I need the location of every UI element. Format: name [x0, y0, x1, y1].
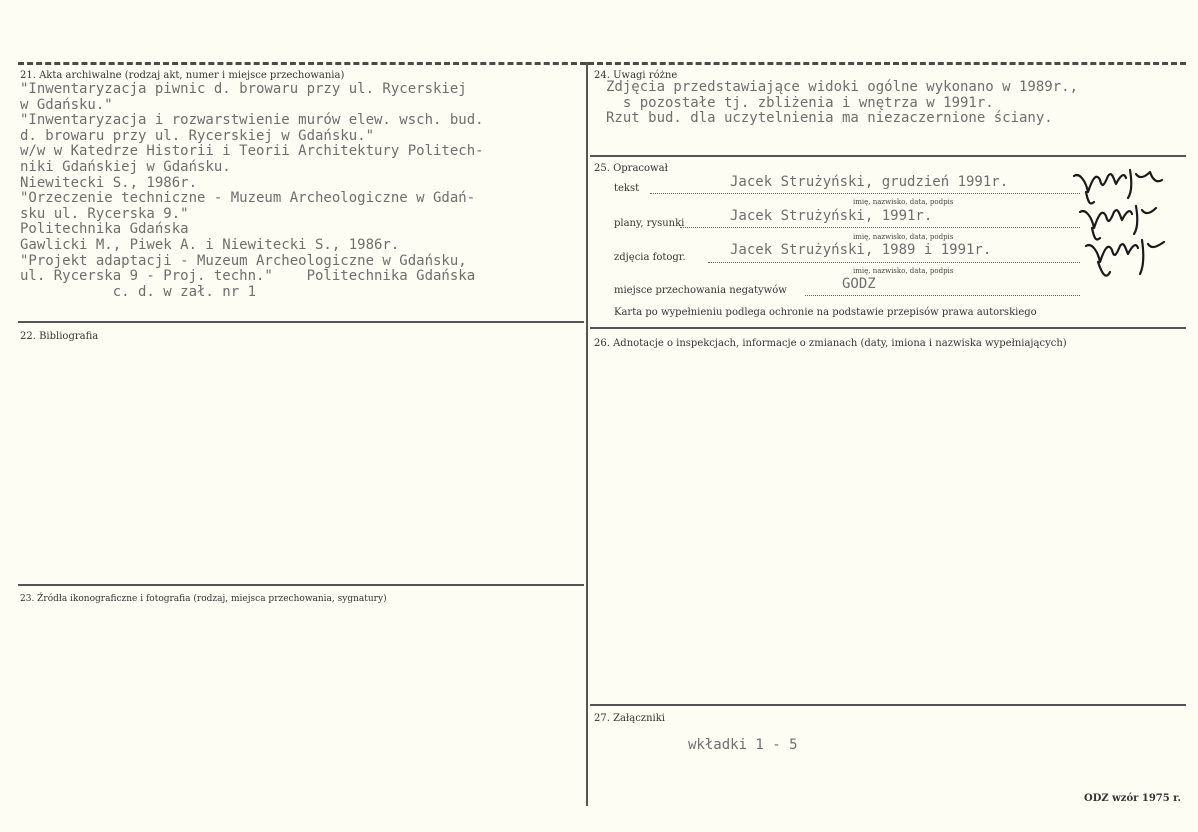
section-21-line: d. browaru przy ul. Rycerskiej w Gdańsku.": [20, 127, 375, 144]
top-rule-right: [588, 62, 1186, 65]
center-divider: [586, 62, 588, 806]
section-21-line: Niewitecki S., 1986r.: [20, 174, 198, 191]
section-21-line: "Inwentaryzacja i rozwarstwienie murów elew. wsch. bud.: [20, 112, 484, 129]
attachments-value: wkładki 1 - 5: [688, 737, 798, 753]
signature-drawing: [1066, 162, 1176, 292]
negatives-label: miejsce przechowania negatywów: [614, 285, 787, 296]
section-24-line: Zdjęcia przedstawiające widoki ogólne wykonano w 1989r.,: [606, 79, 1079, 95]
section-22-label: 22. Bibliografia: [20, 331, 99, 342]
section-21-line: Gawlicki M., Piwek A. i Niewitecki S., 1986r.: [20, 236, 400, 253]
section-21-line: w/w w Katedrze Historii i Teorii Architektury Politech-: [20, 143, 484, 160]
field-plany-label: plany, rysunki: [614, 218, 685, 229]
divider-21-22: [18, 321, 584, 323]
divider-24-25: [590, 155, 1186, 157]
section-24-line: s pozostałe tj. zbliżenia i wnętrza w 1991r.: [606, 94, 994, 111]
section-26-label: 26. Adnotacje o inspekcjach, informacje o zmianach (daty, imiona i nazwiska wypełniających): [594, 338, 1067, 349]
field-tekst-label: tekst: [614, 183, 640, 194]
section-21-label: 21. Akta archiwalne (rodzaj akt, numer i miejsce przechowania): [20, 70, 345, 81]
section-21-line: niki Gdańskiej w Gdańsku.: [20, 158, 231, 175]
section-27-label: 27. Załączniki: [594, 713, 665, 724]
section-21-line: "Inwentaryzacja piwnic d. browaru przy ul. Rycerskiej: [20, 81, 467, 97]
field-plany-value: Jacek Strużyński, 1991r.: [730, 208, 933, 224]
section-24-line: Rzut bud. dla uczytelnienia ma niezaczernione ściany.: [606, 110, 1053, 127]
section-23-label: 23. Źródła ikonograficzne i fotografia (rodzaj, miejsca przechowania, sygnatury): [20, 594, 387, 604]
divider-22-23: [18, 584, 584, 586]
section-21-line: c. d. w zał. nr 1: [20, 283, 257, 300]
divider-25-26: [590, 327, 1186, 329]
field-zdjecia-caption: imię, nazwisko, data, podpis: [853, 267, 954, 275]
section-21-content: [20, 82, 484, 300]
divider-26-27: [590, 704, 1186, 706]
section-21-line: "Orzeczenie techniczne - Muzeum Archeologiczne w Gdań-: [20, 190, 476, 207]
field-zdjecia-value: Jacek Strużyński, 1989 i 1991r.: [730, 242, 992, 258]
field-zdjecia-line: [708, 262, 1080, 263]
negatives-line: [805, 295, 1080, 296]
field-tekst-line: [650, 193, 1080, 194]
field-tekst-value: Jacek Strużyński, grudzień 1991r.: [730, 174, 1009, 190]
field-zdjecia-label: zdjęcia fotogr.: [614, 252, 686, 263]
top-rule: [18, 62, 586, 65]
section-21-line: w Gdańsku.": [20, 96, 113, 113]
section-21-line: ul. Rycerska 9 - Proj. techn." Politechnika Gdańska: [20, 268, 476, 285]
copyright-note: Karta po wypełnieniu podlega ochronie na podstawie przepisów prawa autorskiego: [614, 307, 1037, 318]
field-plany-caption: imię, nazwisko, data, podpis: [853, 233, 954, 241]
section-25-label: 25. Opracował: [594, 163, 668, 174]
field-plany-line: [680, 227, 1080, 228]
section-24-content: [606, 80, 1078, 127]
section-21-line: "Projekt adaptacji - Muzeum Archeologiczne w Gdańsku,: [20, 252, 467, 269]
section-24-label: 24. Uwagi różne: [594, 70, 678, 81]
section-21-line: sku ul. Rycerska 9.": [20, 205, 189, 222]
negatives-value: GODZ: [842, 276, 876, 292]
form-id: ODZ wzór 1975 r.: [1084, 793, 1182, 804]
section-21-line: Politechnika Gdańska: [20, 221, 189, 238]
field-tekst-caption: imię, nazwisko, data, podpis: [853, 198, 954, 206]
